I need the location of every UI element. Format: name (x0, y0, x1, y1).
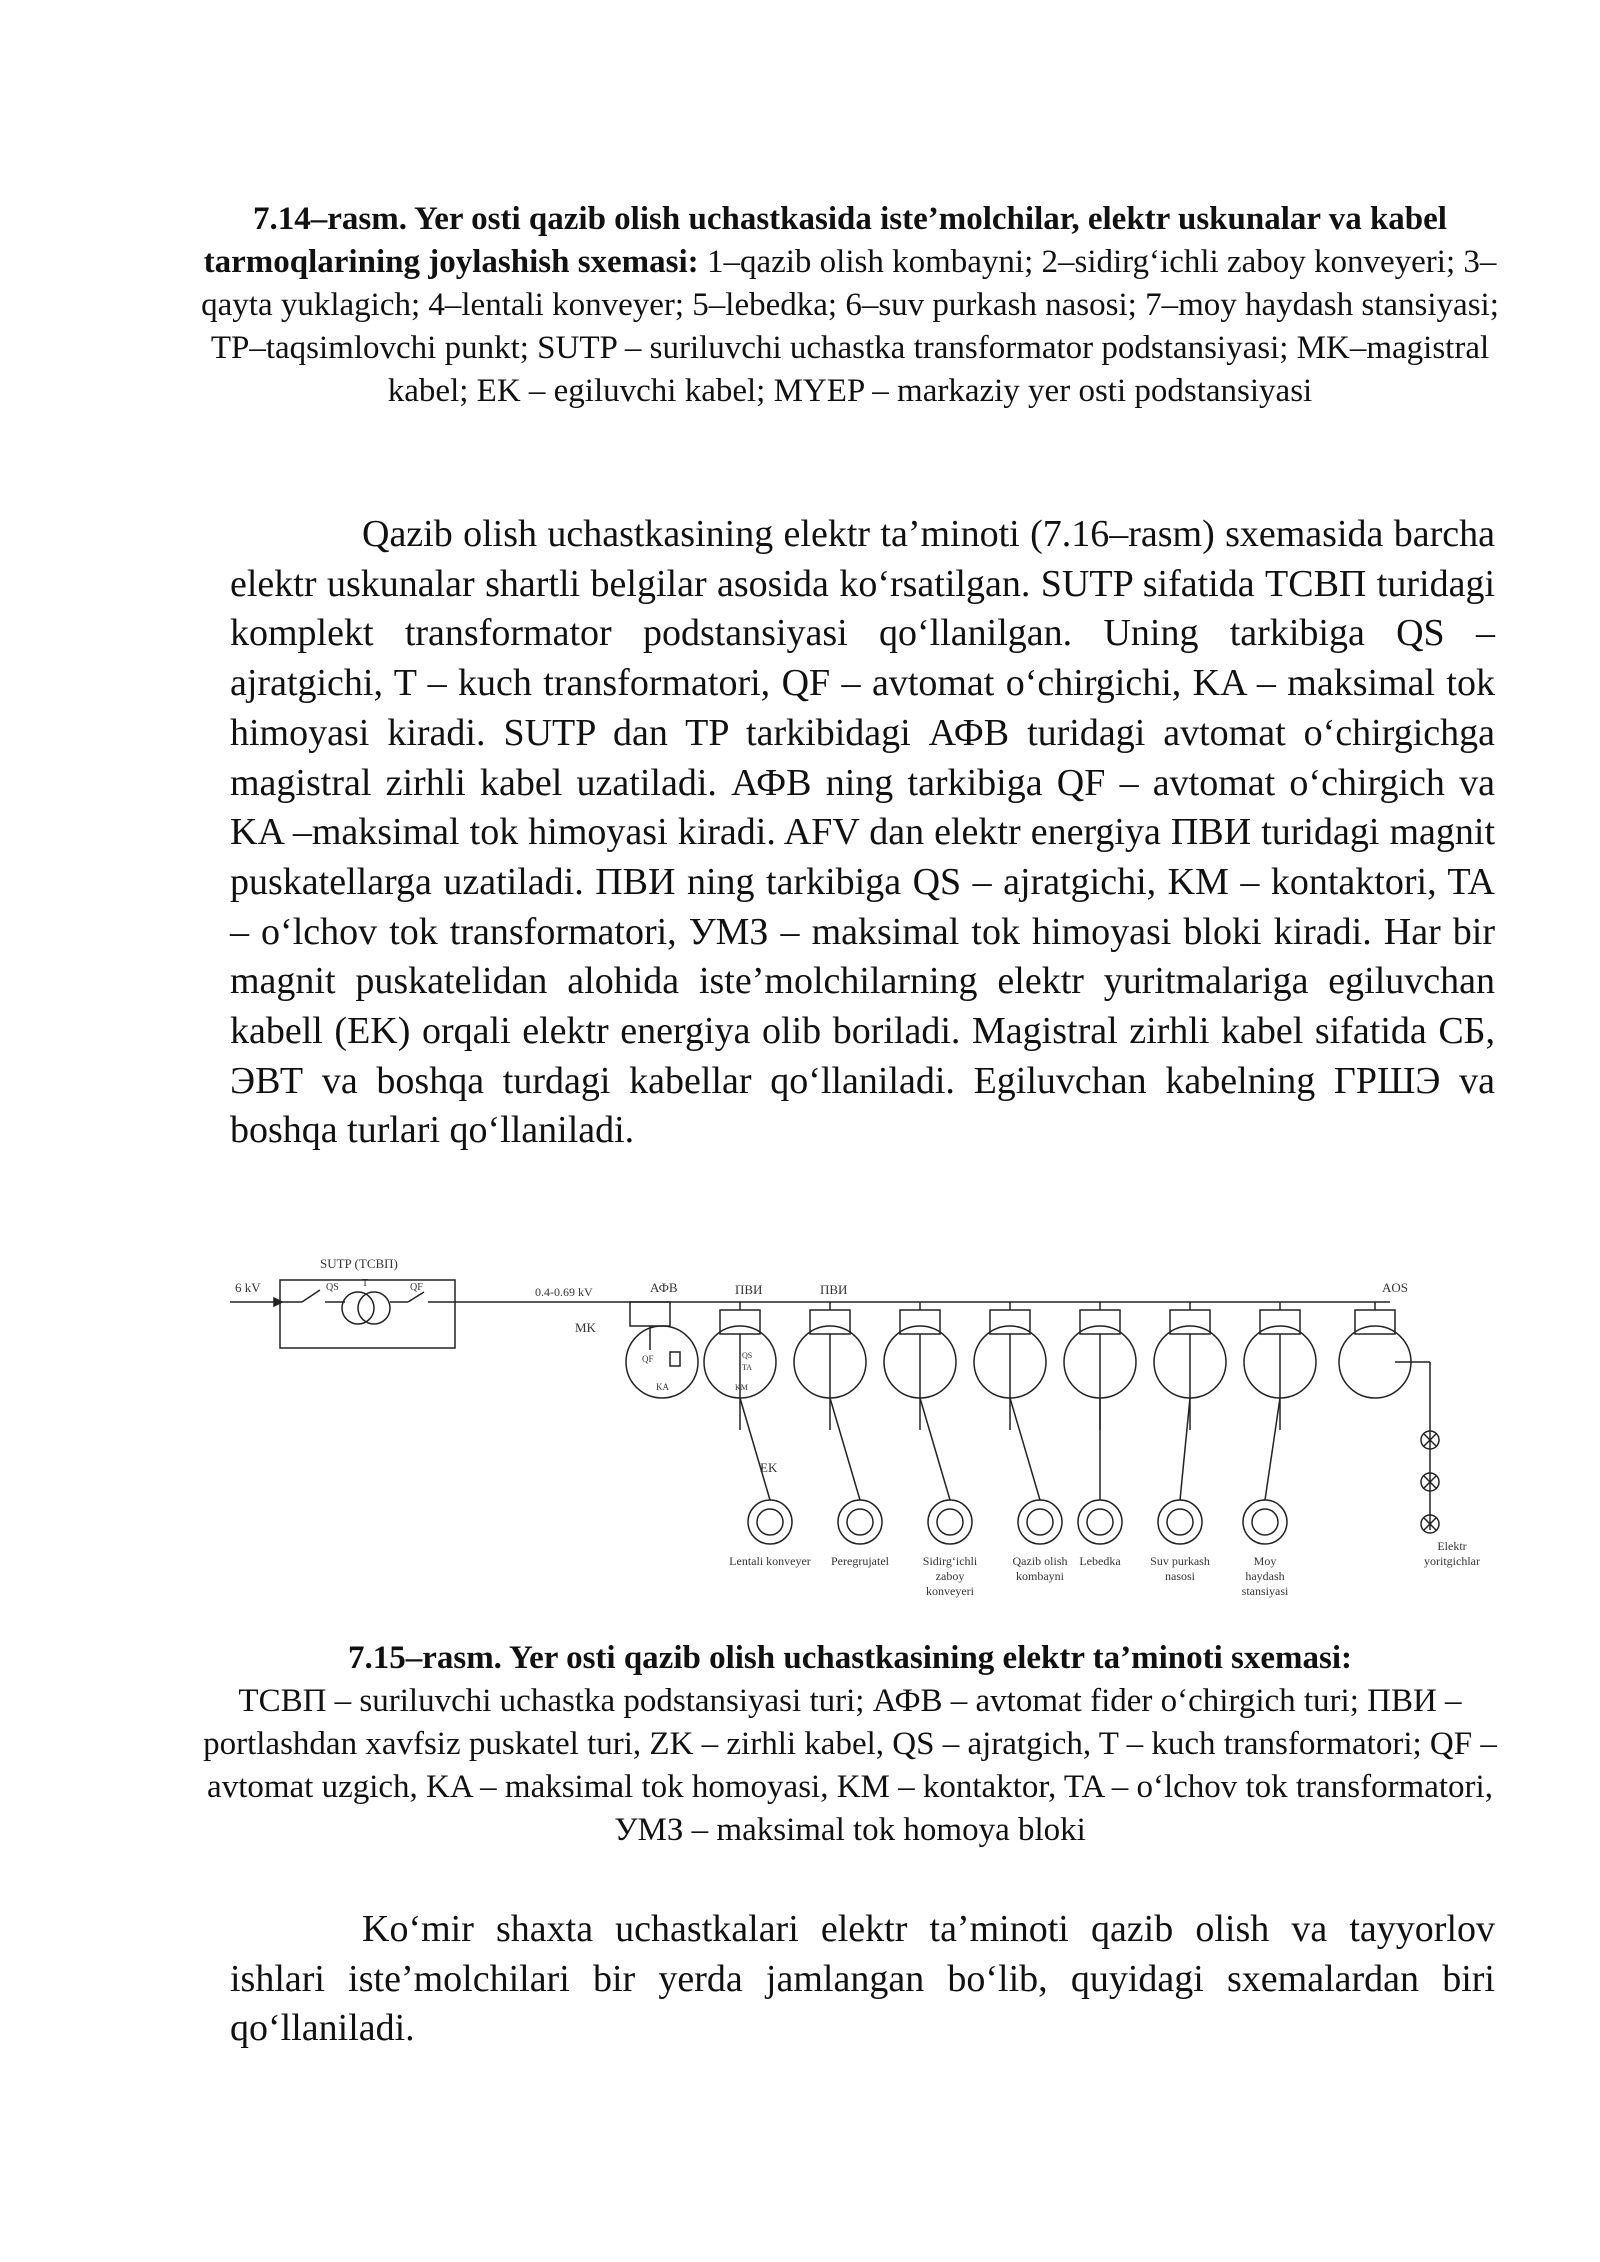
consumer-label: Peregrujatel (831, 1554, 889, 1568)
sutp-label: SUTP (ТСВП) (320, 1256, 398, 1271)
consumer-motor-1 (748, 1500, 792, 1544)
pvi-label-1: ПВИ (735, 1282, 763, 1297)
afv-qf-label: QF (642, 1354, 654, 1364)
caption-title: 7.14–rasm. Yer osti qazib olish uchastkasida iste’molchilar, elektr uskunalar va kabel tarmoqlarining joylashish sxemasi: (203, 201, 1447, 280)
lights-text: Elektr yoritgichlar (1424, 1539, 1480, 1568)
body-paragraph-1 (230, 510, 1495, 1156)
afv-ka-label: KA (656, 1382, 669, 1392)
afv-label: АФВ (650, 1280, 678, 1295)
pvi-module-7 (1260, 1310, 1300, 1334)
figure-7-15-caption (200, 1637, 1500, 1852)
consumer-label: Qazib olish kombayni (1012, 1554, 1068, 1583)
pvi-qs-label: QS (742, 1351, 753, 1360)
power-supply-schematic (230, 1250, 1500, 1640)
consumer-motor-7 (1243, 1500, 1287, 1544)
consumer-label: Lebedka (1079, 1554, 1121, 1568)
caption-body: ТСВП – suriluvchi uchastka podstansiyasi turi; АФВ – avtomat fider o‘chirgich turi; ПВИ – portlashdan xavfsiz puskatel turi, ZK – zirhli kabel, QS – ajratgich, T – kuch transformatori; QF – avtomat uzgich, KA – maksimal tok homoyasi, KM – kontaktor, TA – o‘lchov tok transformatori, УМЗ – maksimal tok homoya bloki (203, 1683, 1497, 1848)
consumer-motor-6 (1158, 1500, 1202, 1544)
t-label: T (362, 1278, 369, 1289)
pvi-module-2 (810, 1310, 850, 1334)
consumer-label: Sidirg‘ichli zaboy konveyeri (922, 1554, 978, 1598)
consumer-motor-5 (1078, 1500, 1122, 1544)
mk-label: MK (575, 1320, 596, 1335)
lights-label (1424, 1539, 1480, 1568)
consumer-motor-2 (838, 1500, 882, 1544)
qs-label: QS (326, 1282, 339, 1293)
input-voltage-label: 6 kV (235, 1280, 261, 1295)
pvi-module-5 (1080, 1310, 1120, 1334)
ek-cables (740, 1362, 1430, 1530)
consumer-labels (729, 1554, 1289, 1598)
consumer-label: Lentali konveyer (729, 1554, 811, 1568)
afv-module (630, 1302, 670, 1326)
consumer-label: Suv purkash nasosi (1150, 1554, 1210, 1583)
pvi-module-4 (990, 1310, 1030, 1334)
ek-label: EK (760, 1460, 778, 1475)
qf-label: QF (410, 1282, 423, 1293)
caption-body: 1–qazib olish kombayni; 2–sidirg‘ichli zaboy konveyeri; 3–qayta yuklagich; 4–lentali konveyer; 5–lebedka; 6–suv purkash nasosi; 7–moy haydash stansiyasi; TP–taqsimlovchi punkt; SUTP – suriluvchi uchastka transformator podstansiyasi; MK–magistral kabel; EK – egiluvchi kabel; MYEP – markaziy yer osti podstansiyasi (201, 244, 1499, 409)
pvi-ta-label: TA (742, 1363, 753, 1372)
consumer-motor-3 (928, 1500, 972, 1544)
pvi-label-2: ПВИ (820, 1282, 848, 1297)
paragraph-text: Ko‘mir shaxta uchastkalari elektr ta’minoti qazib olish va tayyorlov ishlari iste’molchilari bir yerda jamlangan bo‘lib, quyidagi sxemalardan biri qo‘llaniladi. (230, 1908, 1495, 2050)
pvi-module-6 (1170, 1310, 1210, 1334)
aos-label: AOS (1382, 1280, 1409, 1295)
sutp-box (280, 1280, 455, 1348)
consumer-label: Moy haydash stansiyasi (1241, 1554, 1289, 1598)
consumer-motor-4 (1018, 1500, 1062, 1544)
caption-title: 7.15–rasm. Yer osti qazib olish uchastkasining elektr ta’minoti sxemasi: (347, 1640, 1353, 1676)
pvi-module-1 (720, 1310, 760, 1334)
output-voltage-label: 0.4-0.69 kV (535, 1285, 593, 1299)
body-paragraph-2 (230, 1905, 1495, 2054)
pvi-km-label: KM (735, 1383, 748, 1392)
paragraph-text: Qazib olish uchastkasining elektr ta’minoti (7.16–rasm) sxemasida barcha elektr uskunalar shartli belgilar asosida ko‘rsatilgan. SUTP sifatida ТСВП turidagi komplekt transformator podstansiyasi qo‘llanilgan. Uning tarkibiga QS – ajratgichi, T – kuch transformatori, QF – avtomat o‘chirgichi, KA – maksimal tok himoyasi kiradi. SUTP dan TP tarkibidagi АФВ turidagi avtomat o‘chirgichga magistral zirhli kabel uzatiladi. АФВ ning tarkibiga QF – avtomat o‘chirgich va KA –maksimal tok himoyasi kiradi. AFV dan elektr energiya ПВИ turidagi magnit puskatellarga uzatiladi. ПВИ ning tarkibiga QS – ajratgichi, KM – kontaktori, TA – o‘lchov tok transformatori, УМЗ – maksimal tok himoyasi bloki kiradi. Har bir magnit puskatelidan alohida iste’molchilarning elektr yuritmalariga egiluvchan kabell (EK) orqali elektr energiya olib boriladi. Magistral zirhli kabel sifatida СБ, ЭВТ va boshqa turdagi kabellar qo‘llaniladi. Egiluvchan kabelning ГРШЭ va boshqa turlari qo‘llaniladi. (230, 513, 1495, 1152)
figure-7-14-caption (200, 198, 1500, 413)
pvi-module-3 (900, 1310, 940, 1334)
aos-module (1355, 1310, 1395, 1334)
